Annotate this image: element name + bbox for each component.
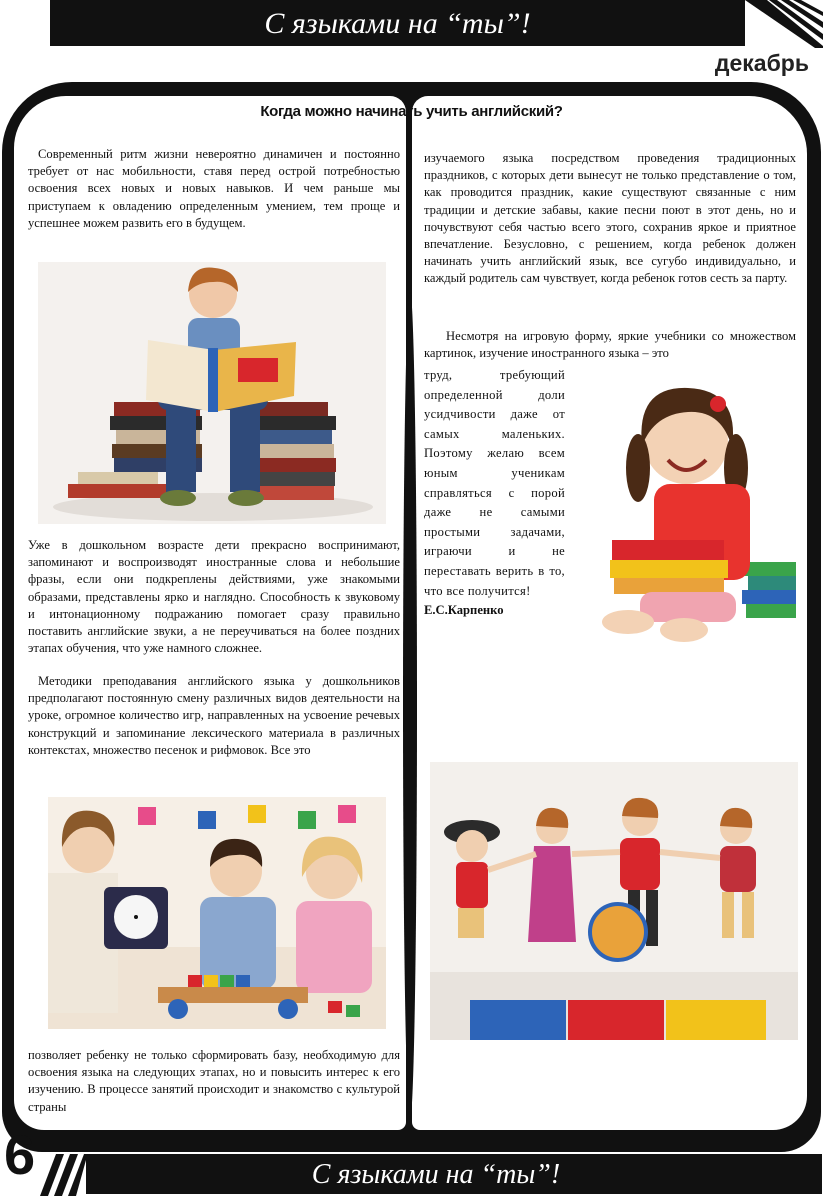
boy-reading-photo (38, 262, 386, 524)
right-paragraph-1: изучаемого языка посредством проведения традиционных праздников, с которых дети вынесут не только представление о том, как проводится праздник, какие существуют связанные с ним традиции и детские забавы, какие песни поют в этот день, но и почувствуют себя частью всего этого, сохранив яркое и приятное впечатление. Безусловно, с решением, когда ребенок должен начинать учить английский язык, все сугубо индивидуально, и каждый родитель сам чувствует, когда ребенок готов сесть за парту. (424, 151, 796, 286)
left-paragraph-3: Методики преподавания английского языка у дошкольников предполагают постоянную смену различных видов деятельности на уроке, огромное количество игр, направленных на усвоение речевых конструкций и запоминание лексического материала в различных контекстах, множество песенок и рифмовок. Все это (28, 674, 400, 757)
magazine-title: С языками на “ты”! (264, 7, 531, 40)
teacher-with-kids-photo (48, 797, 386, 1029)
right-paragraph-2: Несмотря на игровую форму, яркие учебники со множеством картинок, изучение иностранного языка – это (424, 329, 796, 361)
author-signature: Е.С.Карпенко (424, 603, 504, 617)
left-paragraph-4: позволяет ребенку не только сформировать базу, необходимую для освоения языка на следующих этапах, но и повысить интерес к его изучению. В процессе занятий происходит и знакомство с культурой страны (28, 1048, 400, 1114)
footer-title: С языками на “ты”! (311, 1159, 561, 1190)
page-number: 6 (4, 1123, 36, 1186)
children-dancing-photo (430, 762, 798, 1040)
smiling-girl-photo (576, 376, 796, 644)
left-paragraph-1: Современный ритм жизни невероятно динамичен и постоянно требует от нас мобильности, ставя перед острой потребностью освоения всех новых и новых навыков. И чем раньше мы приступаем к овладению определенным умением, тем проще и успешнее можем развить его в будущем. (28, 147, 400, 230)
left-paragraph-2: Уже в дошкольном возрасте дети прекрасно воспринимают, запоминают и воспроизводят иностранные слова и небольшие фразы, если они подкреплены действиями, уже знакомыми образами, представлены ярко и наглядно. Способность к звуковому и интонационному подражанию помогает сразу правильно поставить английские звуки, а не переучиваться на более поздних этапах обучения, что уже намного сложнее. (28, 538, 400, 656)
stripes-decoration-icon (745, 0, 823, 48)
right-paragraph-3: труд, требующий определенной доли усидчивости даже от самых маленьких. Поэтому желаю всем юным ученикам справляться с порой даже не самыми простыми задачами, играючи и не переставать верить в то, что все получится! (424, 368, 565, 598)
issue-month: декабрь (714, 50, 809, 76)
column-divider (403, 290, 417, 1120)
article-headline: Когда можно начинать учить английский? (260, 103, 563, 120)
